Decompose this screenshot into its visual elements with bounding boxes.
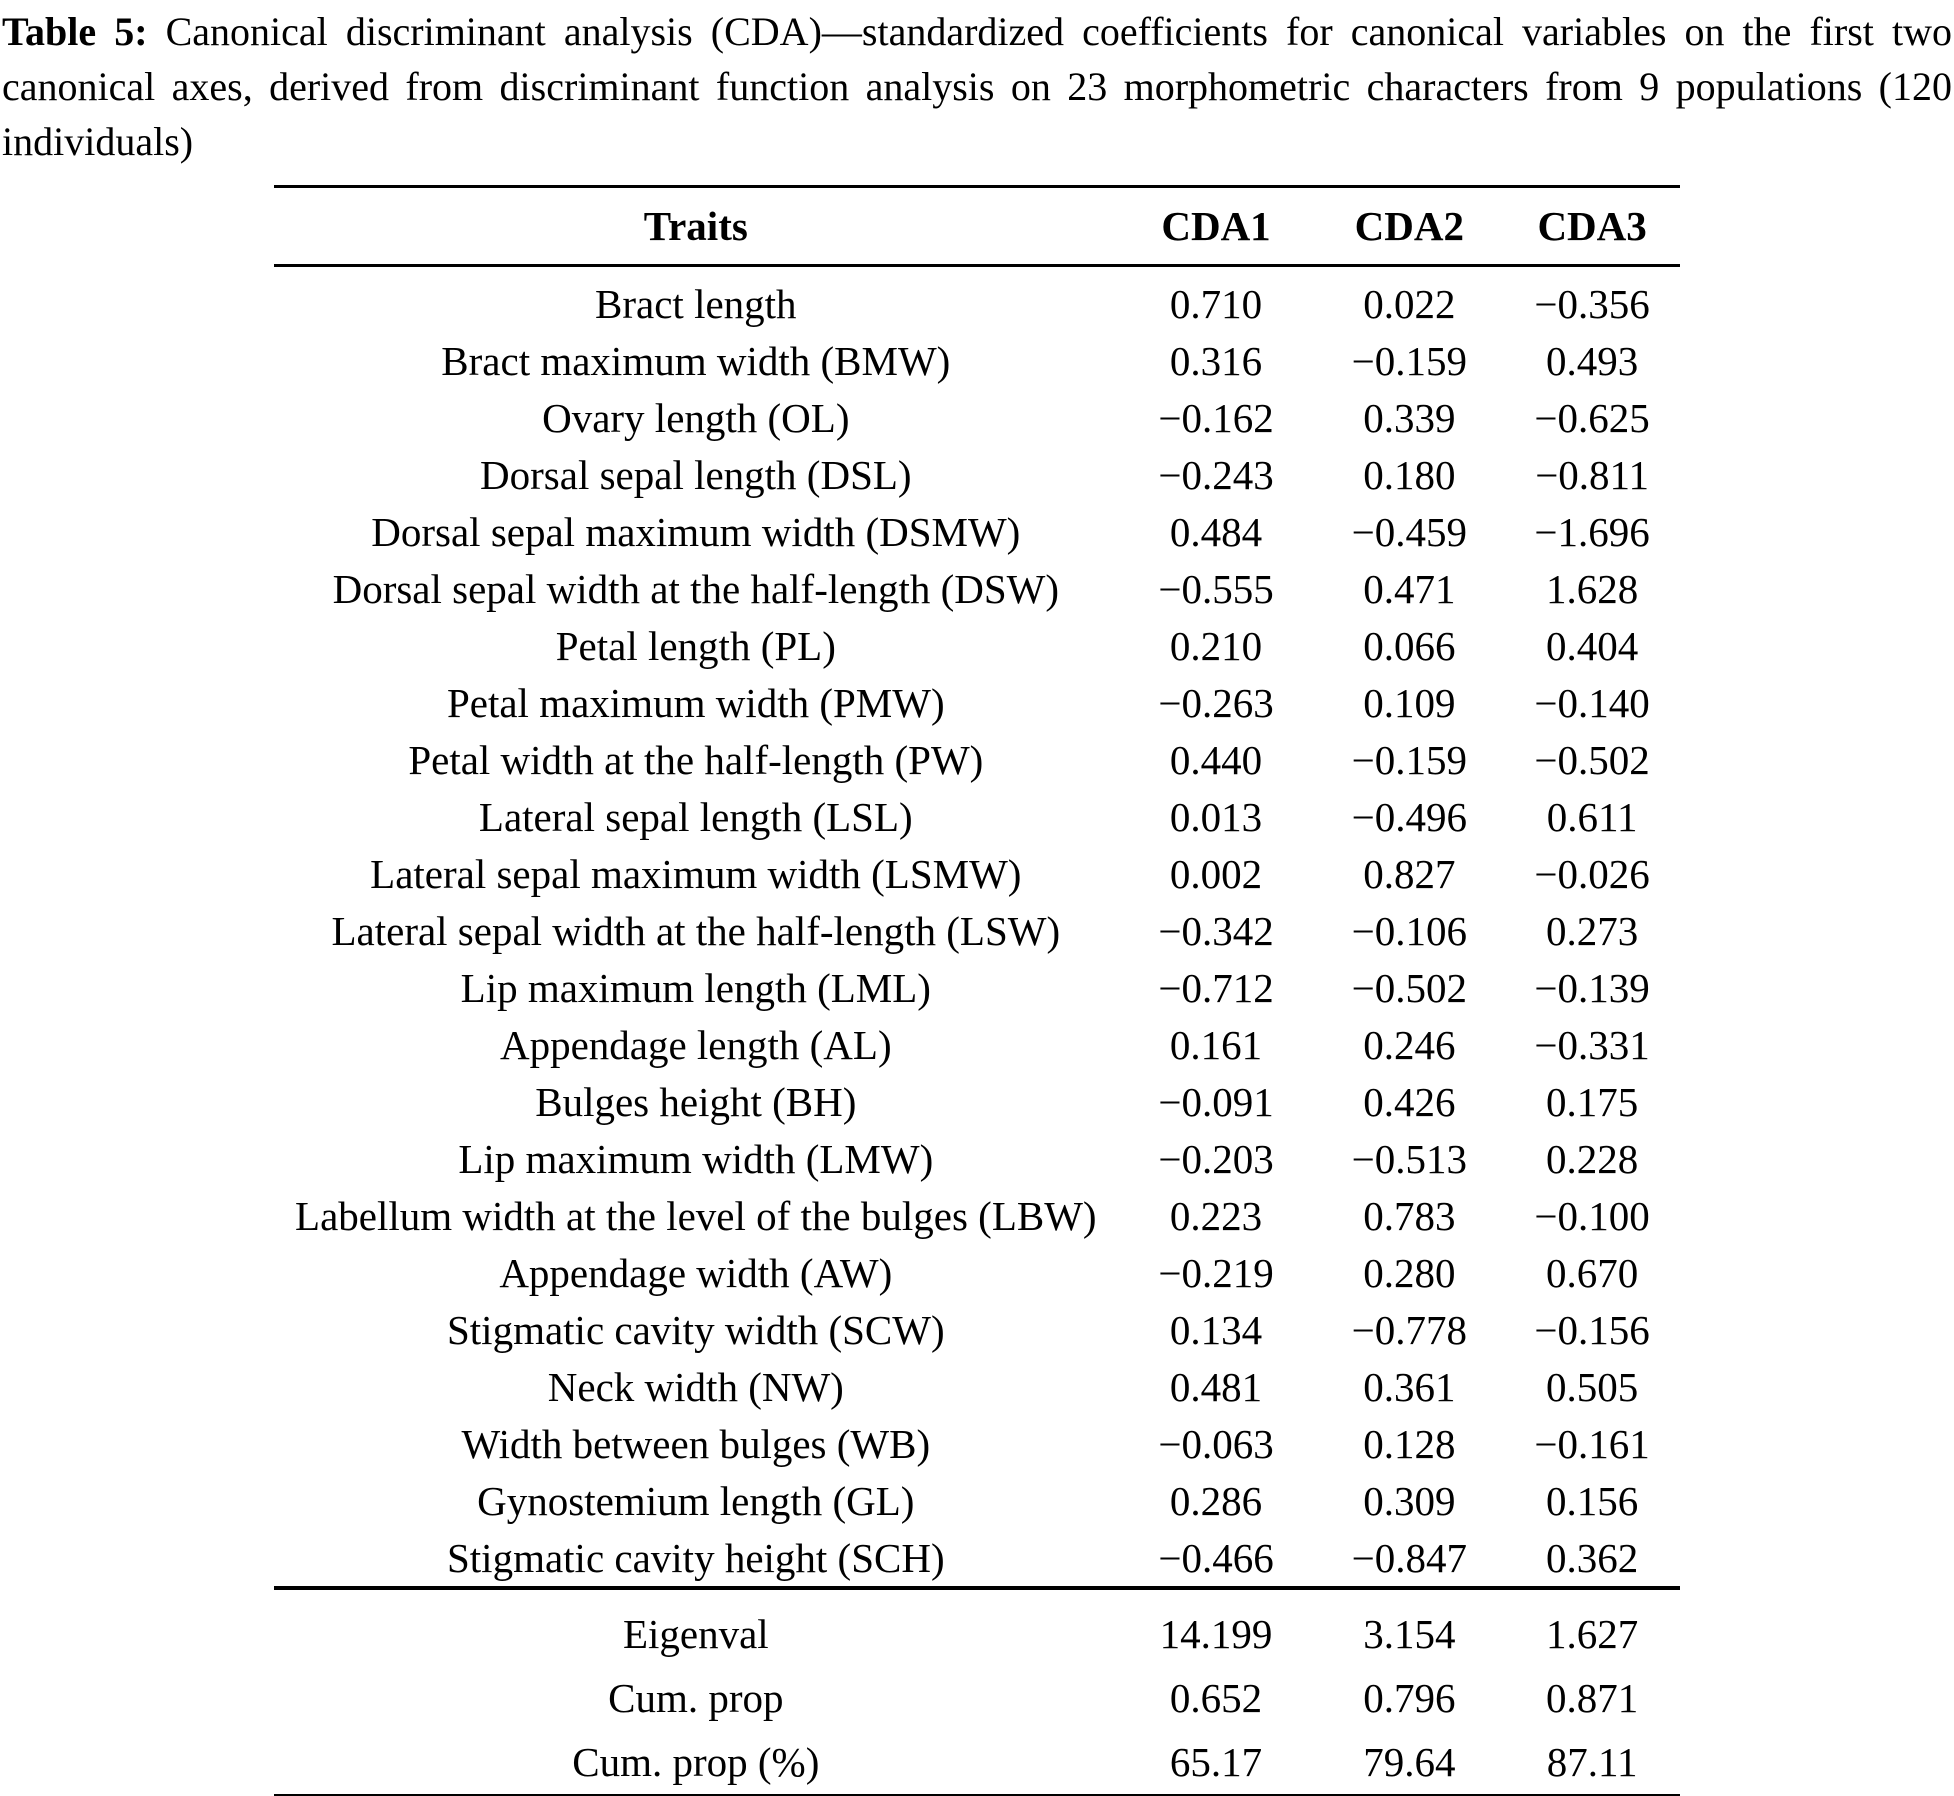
cda1-value-cell: 0.210 xyxy=(1169,622,1263,669)
trait-cell: Dorsal sepal length (DSL) xyxy=(480,451,912,498)
header-cda2: CDA2 xyxy=(1314,187,1504,266)
cda1-value-cell: 0.710 xyxy=(1169,280,1263,327)
cda2-value-cell: 0.339 xyxy=(1363,394,1456,441)
cda2-value-cell: −0.106 xyxy=(1351,907,1468,954)
cda3-value-cell: −0.331 xyxy=(1534,1021,1650,1068)
trait-cell: Bract length xyxy=(595,280,797,327)
cda2-value-cell: 0.022 xyxy=(1363,280,1456,327)
cda3-value-cell: 1.627 xyxy=(1545,1611,1639,1657)
cda3-value-cell: −0.811 xyxy=(1535,451,1650,498)
cda2-value-cell: 0.109 xyxy=(1363,679,1456,726)
trait-cell: Bulges height (BH) xyxy=(535,1078,857,1125)
cda3-value-cell: 0.493 xyxy=(1545,337,1639,384)
trait-cell: Width between bulges (WB) xyxy=(461,1420,931,1467)
trait-row xyxy=(274,332,1680,389)
trait-row xyxy=(274,503,1680,560)
cda3-value-cell: 0.156 xyxy=(1545,1477,1639,1524)
cda3-value-cell: 0.404 xyxy=(1545,622,1639,669)
trait-row xyxy=(274,1358,1680,1415)
cda1-value-cell: −0.162 xyxy=(1158,394,1274,441)
trait-cell: Cum. prop (%) xyxy=(572,1739,820,1785)
cda2-value-cell: 0.066 xyxy=(1363,622,1456,669)
trait-cell: Eigenval xyxy=(622,1611,769,1657)
cda1-value-cell: −0.712 xyxy=(1158,964,1274,1011)
trait-cell: Lateral sepal length (LSL) xyxy=(478,793,913,840)
trait-row xyxy=(274,1073,1680,1130)
trait-cell: Lip maximum width (LMW) xyxy=(458,1135,934,1182)
cda3-value-cell: −0.140 xyxy=(1534,679,1650,726)
trait-row xyxy=(274,845,1680,902)
trait-cell: Bract maximum width (BMW) xyxy=(441,337,951,384)
cda3-value-cell: −0.356 xyxy=(1534,280,1650,327)
cda1-value-cell: 0.002 xyxy=(1169,850,1263,897)
cda1-value-cell: −0.466 xyxy=(1158,1534,1274,1581)
summary-row xyxy=(274,1588,1680,1666)
cda-coefficients-table xyxy=(274,185,1680,1796)
cda3-value-cell: −0.161 xyxy=(1534,1420,1650,1467)
header-cda1: CDA1 xyxy=(1118,187,1315,266)
table-caption-text: Canonical discriminant analysis (CDA)—standardized coefficients for canonical variables on the first two canonical axes, derived from discriminant function analysis on 23 morphometric characters from 9 populations (120 individuals) xyxy=(2,9,1952,164)
trait-row xyxy=(274,1187,1680,1244)
trait-cell: Stigmatic cavity width (SCW) xyxy=(446,1306,945,1353)
cda3-value-cell: −0.139 xyxy=(1534,964,1650,1011)
trait-cell: Petal length (PL) xyxy=(555,622,836,669)
cda1-value-cell: −0.091 xyxy=(1158,1078,1274,1125)
cda3-value-cell: −1.696 xyxy=(1534,508,1650,555)
cda3-value-cell: 1.628 xyxy=(1545,565,1639,612)
cda1-value-cell: 0.481 xyxy=(1169,1363,1263,1410)
trait-cell: Dorsal sepal maximum width (DSMW) xyxy=(371,508,1021,555)
cda2-value-cell: 0.246 xyxy=(1363,1021,1456,1068)
cda3-value-cell: 0.228 xyxy=(1545,1135,1639,1182)
cda1-value-cell: 14.199 xyxy=(1159,1611,1273,1657)
trait-row xyxy=(274,1130,1680,1187)
trait-cell: Petal maximum width (PMW) xyxy=(446,679,945,726)
cda3-value-cell: −0.156 xyxy=(1534,1306,1650,1353)
trait-cell: Neck width (NW) xyxy=(547,1363,844,1410)
trait-row xyxy=(274,674,1680,731)
trait-row xyxy=(274,788,1680,845)
trait-cell: Cum. prop xyxy=(608,1675,784,1721)
trait-row xyxy=(274,1244,1680,1301)
cda2-value-cell: 0.280 xyxy=(1363,1249,1456,1296)
cda1-value-cell: 0.161 xyxy=(1169,1021,1263,1068)
cda1-value-cell: 0.286 xyxy=(1169,1477,1263,1524)
trait-row xyxy=(274,617,1680,674)
cda2-value-cell: 0.426 xyxy=(1363,1078,1456,1125)
trait-cell: Petal width at the half-length (PW) xyxy=(408,736,984,783)
header-traits: Traits xyxy=(274,187,1118,266)
trait-rows-section xyxy=(274,266,1680,1589)
trait-cell: Stigmatic cavity height (SCH) xyxy=(446,1534,945,1581)
trait-row xyxy=(274,1529,1680,1588)
cda1-value-cell: 0.223 xyxy=(1169,1192,1263,1239)
table-header xyxy=(274,187,1680,266)
cda3-value-cell: 87.11 xyxy=(1546,1739,1638,1785)
cda3-value-cell: 0.273 xyxy=(1545,907,1639,954)
cda2-value-cell: 0.361 xyxy=(1363,1363,1456,1410)
cda2-value-cell: 3.154 xyxy=(1363,1611,1456,1657)
cda2-value-cell: −0.159 xyxy=(1351,736,1468,783)
trait-cell: Dorsal sepal width at the half-length (DSW) xyxy=(332,565,1060,612)
cda2-value-cell: −0.459 xyxy=(1351,508,1468,555)
cda2-value-cell: −0.496 xyxy=(1351,793,1468,840)
trait-cell: Lateral sepal maximum width (LSMW) xyxy=(370,850,1022,897)
cda1-value-cell: −0.263 xyxy=(1158,679,1274,726)
cda3-value-cell: 0.175 xyxy=(1545,1078,1639,1125)
cda1-value-cell: 0.652 xyxy=(1169,1675,1263,1721)
cda3-value-cell: 0.670 xyxy=(1545,1249,1639,1296)
trait-cell: Lateral sepal width at the half-length (LSW) xyxy=(331,907,1061,954)
table-caption xyxy=(0,0,1954,169)
cda1-value-cell: 65.17 xyxy=(1169,1739,1263,1785)
cda1-value-cell: 0.316 xyxy=(1169,337,1263,384)
trait-row xyxy=(274,266,1680,333)
cda1-value-cell: −0.243 xyxy=(1158,451,1274,498)
table-caption-label: Table 5: xyxy=(2,9,148,54)
header-row xyxy=(274,187,1680,266)
cda2-value-cell: −0.778 xyxy=(1351,1306,1468,1353)
cda1-value-cell: −0.219 xyxy=(1158,1249,1274,1296)
cda2-value-cell: 0.128 xyxy=(1363,1420,1456,1467)
cda2-value-cell: 79.64 xyxy=(1363,1739,1456,1785)
cda3-value-cell: 0.871 xyxy=(1545,1675,1639,1721)
trait-row xyxy=(274,446,1680,503)
cda3-value-cell: 0.362 xyxy=(1545,1534,1639,1581)
summary-rows-section xyxy=(274,1588,1680,1796)
header-cda3: CDA3 xyxy=(1504,187,1680,266)
cda2-value-cell: 0.796 xyxy=(1363,1675,1456,1721)
trait-cell: Appendage width (AW) xyxy=(499,1249,893,1296)
cda1-value-cell: −0.063 xyxy=(1158,1420,1274,1467)
trait-row xyxy=(274,389,1680,446)
cda3-value-cell: −0.502 xyxy=(1534,736,1650,783)
cda3-value-cell: 0.611 xyxy=(1546,793,1638,840)
trait-cell: Appendage length (AL) xyxy=(499,1021,892,1068)
trait-cell: Labellum width at the level of the bulges (LBW) xyxy=(295,1192,1097,1239)
trait-row xyxy=(274,731,1680,788)
cda3-value-cell: 0.505 xyxy=(1545,1363,1639,1410)
trait-row xyxy=(274,902,1680,959)
trait-row xyxy=(274,1415,1680,1472)
trait-row xyxy=(274,1016,1680,1073)
cda2-value-cell: 0.471 xyxy=(1363,565,1456,612)
trait-cell: Lip maximum length (LML) xyxy=(460,964,931,1011)
cda2-value-cell: 0.180 xyxy=(1363,451,1456,498)
cda3-value-cell: −0.625 xyxy=(1534,394,1650,441)
cda3-value-cell: −0.100 xyxy=(1534,1192,1650,1239)
cda2-value-cell: 0.309 xyxy=(1363,1477,1456,1524)
cda1-value-cell: 0.013 xyxy=(1169,793,1263,840)
cda1-value-cell: −0.342 xyxy=(1158,907,1274,954)
cda2-value-cell: −0.513 xyxy=(1351,1135,1468,1182)
trait-row xyxy=(274,1472,1680,1529)
cda2-value-cell: 0.783 xyxy=(1363,1192,1456,1239)
cda2-value-cell: −0.502 xyxy=(1351,964,1468,1011)
cda2-value-cell: 0.827 xyxy=(1363,850,1456,897)
cda1-value-cell: 0.440 xyxy=(1169,736,1263,783)
cda3-value-cell: −0.026 xyxy=(1534,850,1650,897)
cda1-value-cell: 0.134 xyxy=(1169,1306,1263,1353)
trait-row xyxy=(274,959,1680,1016)
trait-cell: Ovary length (OL) xyxy=(542,394,850,441)
summary-row xyxy=(274,1730,1680,1796)
cda2-value-cell: −0.159 xyxy=(1351,337,1468,384)
summary-row xyxy=(274,1666,1680,1730)
cda1-value-cell: 0.484 xyxy=(1169,508,1263,555)
cda1-value-cell: −0.555 xyxy=(1158,565,1274,612)
cda2-value-cell: −0.847 xyxy=(1351,1534,1468,1581)
trait-row xyxy=(274,560,1680,617)
trait-row xyxy=(274,1301,1680,1358)
trait-cell: Gynostemium length (GL) xyxy=(477,1477,915,1524)
cda1-value-cell: −0.203 xyxy=(1158,1135,1274,1182)
